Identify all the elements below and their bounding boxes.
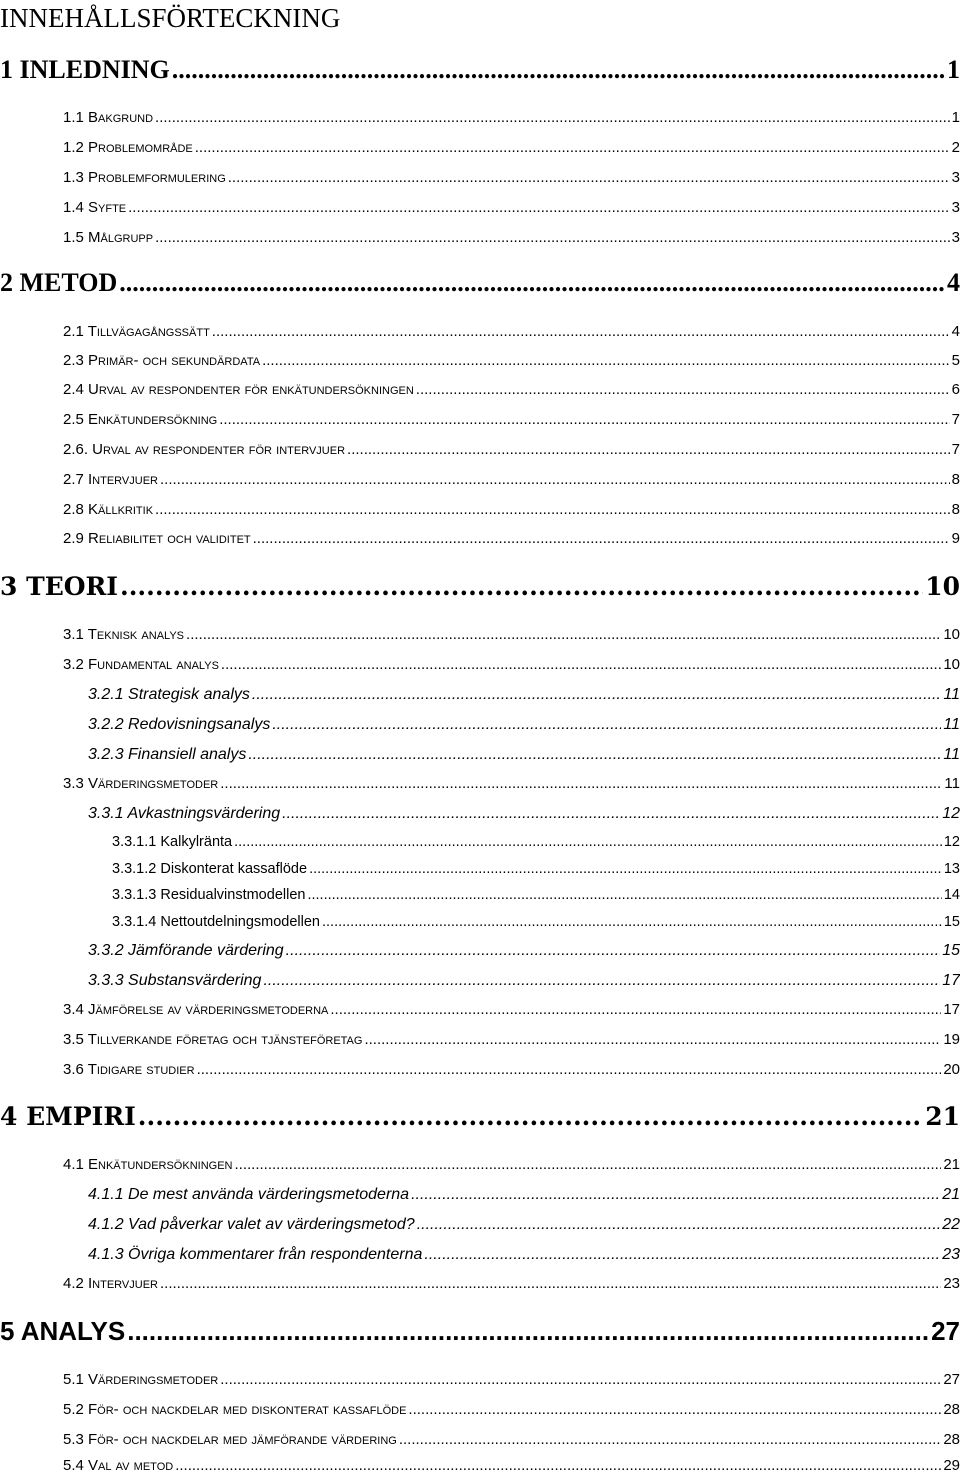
toc-leader-dots — [120, 572, 923, 602]
toc-leader-dots — [282, 803, 940, 824]
toc-leader-dots — [221, 655, 941, 675]
toc-section-5-1[interactable] — [63, 1370, 960, 1390]
toc-section-4-1[interactable] — [63, 1155, 960, 1175]
toc-page-number: 15 — [943, 914, 960, 930]
toc-leader-dots — [408, 1400, 941, 1420]
toc-leader-dots — [399, 1430, 941, 1450]
toc-chapter-1[interactable] — [0, 55, 960, 85]
toc-entry-label: 1.3 Problemformulering — [63, 169, 226, 186]
toc-page-number: 11 — [943, 686, 960, 703]
toc-page-number: 1 — [947, 55, 960, 84]
toc-page-number: 6 — [951, 381, 960, 398]
toc-leader-dots — [252, 684, 942, 705]
toc-entry-label: 3.3.1.2 Diskonterat kassaflöde — [112, 861, 308, 877]
toc-leader-dots — [220, 1370, 941, 1390]
toc-page-number: 23 — [943, 1275, 960, 1292]
toc-section-2-1[interactable] — [63, 322, 960, 342]
toc-subsection-3-2-3[interactable] — [88, 744, 960, 765]
toc-leader-dots — [263, 970, 940, 991]
toc-entry-label: 4 EMPIRI — [0, 1102, 136, 1131]
toc-leader-dots — [234, 1155, 941, 1175]
toc-page-number: 23 — [942, 1246, 960, 1263]
toc-leader-dots — [234, 833, 942, 852]
toc-page-number: 27 — [931, 1316, 960, 1346]
toc-page-number: 1 — [951, 109, 960, 126]
toc-entry-label: 1.4 Syfte — [63, 199, 127, 216]
toc-subsubsection-3-3-1-2[interactable] — [112, 860, 960, 879]
toc-chapter-4[interactable] — [0, 1102, 960, 1132]
toc-chapter-2[interactable] — [0, 268, 960, 298]
toc-subsection-3-2-1[interactable] — [88, 684, 960, 705]
toc-entry-label: 3.3.1.3 Residualvinstmodellen — [112, 887, 306, 903]
toc-page-number: 27 — [943, 1371, 960, 1388]
toc-entry-label: 3.2.3 Finansiell analys — [88, 746, 247, 763]
toc-page-number: 4 — [947, 268, 960, 297]
toc-entry-label: 2.8 Källkritik — [63, 501, 154, 518]
toc-entry-label: 2.4 Urval av respondenter för enkätundersökningen — [63, 381, 414, 398]
toc-page-number: 28 — [943, 1401, 960, 1418]
toc-subsection-3-3-2[interactable] — [88, 940, 960, 961]
toc-entry-label: 5.4 Val av metod — [63, 1457, 174, 1474]
toc-leader-dots — [119, 268, 945, 298]
toc-page-number: 11 — [944, 775, 960, 792]
toc-entry-label: 3.2.1 Strategisk analys — [88, 686, 250, 703]
toc-page-number: 17 — [942, 972, 960, 989]
toc-entry-label: 3 TEORI — [0, 572, 119, 601]
toc-leader-dots — [127, 1316, 929, 1346]
toc-leader-dots — [160, 470, 950, 490]
toc-section-5-2[interactable] — [63, 1400, 960, 1420]
toc-leader-dots — [364, 1030, 941, 1050]
toc-entry-label: 1 INLEDNING — [0, 55, 170, 84]
toc-section-2-8[interactable] — [63, 500, 960, 520]
toc-page-number: 8 — [951, 471, 960, 488]
toc-leader-dots — [253, 529, 950, 549]
toc-page-number: 7 — [951, 441, 960, 458]
toc-page-number: 4 — [951, 323, 960, 340]
toc-subsection-4-1-3[interactable] — [88, 1244, 960, 1265]
toc-section-2-3[interactable] — [63, 351, 960, 371]
toc-entry-label: 5.1 Värderingsmetoder — [63, 1371, 219, 1388]
toc-page-number: 3 — [951, 229, 960, 246]
toc-subsubsection-3-3-1-3[interactable] — [112, 886, 960, 905]
toc-entry-label: 1.1 Bakgrund — [63, 109, 154, 126]
toc-leader-dots — [195, 138, 950, 158]
toc-page-number: 11 — [943, 746, 960, 763]
toc-subsubsection-3-3-1-1[interactable] — [112, 833, 960, 852]
toc-section-1-4[interactable] — [63, 198, 960, 218]
toc-section-2-7[interactable] — [63, 470, 960, 490]
toc-section-3-5[interactable] — [63, 1030, 960, 1050]
toc-leader-dots — [160, 1274, 941, 1294]
toc-entry-label: 3.3.1.4 Nettoutdelningsmodellen — [112, 914, 320, 930]
toc-entry-label: 3.5 Tillverkande företag och tjänsteföretag — [63, 1031, 363, 1048]
toc-entry-label: 4.2 Intervjuer — [63, 1275, 158, 1292]
toc-leader-dots — [197, 1060, 942, 1080]
toc-entry-label: 4.1.2 Vad påverkar valet av värderingsmetod? — [88, 1216, 415, 1233]
toc-leader-dots — [411, 1184, 940, 1205]
toc-page-number: 17 — [943, 1001, 960, 1018]
toc-subsection-4-1-1[interactable] — [88, 1184, 960, 1205]
toc-leader-dots — [155, 228, 950, 248]
toc-leader-dots — [307, 886, 941, 905]
toc-entry-label: 3.3.1 Avkastningsvärdering — [88, 805, 281, 822]
toc-subsection-3-2-2[interactable] — [88, 714, 960, 735]
toc-page-number: 13 — [943, 861, 960, 877]
toc-page-number: 9 — [951, 530, 960, 547]
toc-leader-dots — [155, 108, 950, 128]
toc-entry-label: 3.2.2 Redovisningsanalys — [88, 716, 271, 733]
toc-page-number: 10 — [943, 656, 960, 673]
toc-section-1-5[interactable] — [63, 228, 960, 248]
toc-entry-label: 2.7 Intervjuer — [63, 471, 158, 488]
toc-entry-label: 5 ANALYS — [0, 1316, 126, 1346]
toc-subsection-4-1-2[interactable] — [88, 1214, 960, 1235]
toc-subsubsection-3-3-1-4[interactable] — [112, 913, 960, 932]
toc-page-number: 5 — [951, 352, 960, 369]
toc-leader-dots — [309, 860, 942, 879]
toc-page-number: 10 — [925, 572, 960, 601]
toc-entry-label: 4.1.1 De mest använda värderingsmetoderna — [88, 1186, 410, 1203]
toc-page-number: 19 — [943, 1031, 960, 1048]
toc-page-number: 21 — [943, 1156, 960, 1173]
toc-entry-label: 3.6 Tidigare studier — [63, 1061, 195, 1078]
toc-page-number: 14 — [943, 887, 960, 903]
toc-section-1-1[interactable] — [63, 108, 960, 128]
toc-leader-dots — [286, 940, 941, 961]
toc-leader-dots — [347, 440, 950, 460]
toc-page-number: 29 — [943, 1457, 960, 1474]
toc-entry-label: 2.1 Tillvägagångssätt — [63, 323, 210, 340]
toc-page-number: 21 — [925, 1102, 960, 1131]
toc-section-2-6[interactable] — [63, 440, 960, 460]
toc-leader-dots — [417, 1214, 941, 1235]
toc-chapter-3[interactable] — [0, 572, 960, 602]
toc-section-5-4[interactable] — [63, 1456, 960, 1476]
toc-entry-label: 1.5 Målgrupp — [63, 229, 154, 246]
toc-entry-label: 2 METOD — [0, 268, 118, 297]
toc-leader-dots — [186, 625, 941, 645]
toc-section-5-3[interactable] — [63, 1430, 960, 1450]
toc-entry-label: 2.5 Enkätundersökning — [63, 411, 218, 428]
toc-section-1-2[interactable] — [63, 138, 960, 158]
toc-leader-dots — [330, 1000, 941, 1020]
toc-leader-dots — [219, 410, 949, 430]
toc-leader-dots — [175, 1456, 941, 1476]
toc-entry-label: 2.6. Urval av respondenter för intervjuer — [63, 441, 346, 458]
toc-leader-dots — [172, 55, 945, 85]
toc-entry-label: 5.3 För- och nackdelar med jämförande värdering — [63, 1431, 397, 1448]
toc-page-number: 7 — [951, 411, 960, 428]
toc-leader-dots — [424, 1244, 940, 1265]
toc-leader-dots — [212, 322, 950, 342]
toc-section-3-1[interactable] — [63, 625, 960, 645]
toc-page-number: 3 — [951, 169, 960, 186]
toc-entry-label: 2.3 Primär- och sekundärdata — [63, 352, 261, 369]
toc-chapter-5[interactable] — [0, 1316, 960, 1346]
toc-page-number: 11 — [943, 716, 960, 733]
toc-section-3-6[interactable] — [63, 1060, 960, 1080]
toc-entry-label: 3.3 Värderingsmetoder — [63, 775, 219, 792]
toc-section-2-5[interactable] — [63, 410, 960, 430]
toc-title: INNEHÅLLSFÖRTECKNING — [0, 3, 341, 33]
toc-page-number: 22 — [942, 1216, 960, 1233]
toc-subsection-3-3-1[interactable] — [88, 803, 960, 824]
toc-page-number: 15 — [942, 942, 960, 959]
toc-leader-dots — [155, 500, 950, 520]
toc-entry-label: 3.3.2 Jämförande värdering — [88, 942, 284, 959]
toc-entry-label: 3.4 Jämförelse av värderingsmetoderna — [63, 1001, 329, 1018]
toc-section-2-4[interactable] — [63, 380, 960, 400]
toc-leader-dots — [220, 774, 942, 794]
toc-entry-label: 4.1.3 Övriga kommentarer från respondenterna — [88, 1246, 423, 1263]
toc-page-number: 12 — [942, 805, 960, 822]
toc-page-number: 28 — [943, 1431, 960, 1448]
toc-page-number: 21 — [942, 1186, 960, 1203]
toc-section-4-2[interactable] — [63, 1274, 960, 1294]
toc-entry-label: 4.1 Enkätundersökningen — [63, 1156, 233, 1173]
toc-entry-label: 5.2 För- och nackdelar med diskonterat kassaflöde — [63, 1401, 407, 1418]
toc-leader-dots — [248, 744, 941, 765]
toc-entry-label: 1.2 Problemområde — [63, 139, 193, 156]
toc-subsection-3-3-3[interactable] — [88, 970, 960, 991]
toc-entry-label: 3.3.3 Substansvärdering — [88, 972, 262, 989]
toc-page-number: 2 — [951, 139, 960, 156]
toc-entry-label: 3.1 Teknisk analys — [63, 626, 185, 643]
toc-section-3-3[interactable] — [63, 774, 960, 794]
toc-leader-dots — [262, 351, 950, 371]
toc-leader-dots — [322, 913, 942, 932]
toc-section-3-4[interactable] — [63, 1000, 960, 1020]
toc-leader-dots — [128, 198, 950, 218]
toc-leader-dots — [138, 1102, 923, 1132]
toc-leader-dots — [228, 168, 950, 188]
toc-section-1-3[interactable] — [63, 168, 960, 188]
toc-page-number: 10 — [943, 626, 960, 643]
toc-page-number: 8 — [951, 501, 960, 518]
toc-entry-label: 3.3.1.1 Kalkylränta — [112, 834, 233, 850]
toc-entry-label: 2.9 Reliabilitet och validitet — [63, 530, 251, 547]
toc-section-3-2[interactable] — [63, 655, 960, 675]
toc-section-2-9[interactable] — [63, 529, 960, 549]
toc-page-number: 3 — [951, 199, 960, 216]
toc-entry-label: 3.2 Fundamental analys — [63, 656, 219, 673]
toc-leader-dots — [416, 380, 950, 400]
toc-leader-dots — [272, 714, 941, 735]
toc-page-number: 20 — [943, 1061, 960, 1078]
toc-page-number: 12 — [943, 834, 960, 850]
